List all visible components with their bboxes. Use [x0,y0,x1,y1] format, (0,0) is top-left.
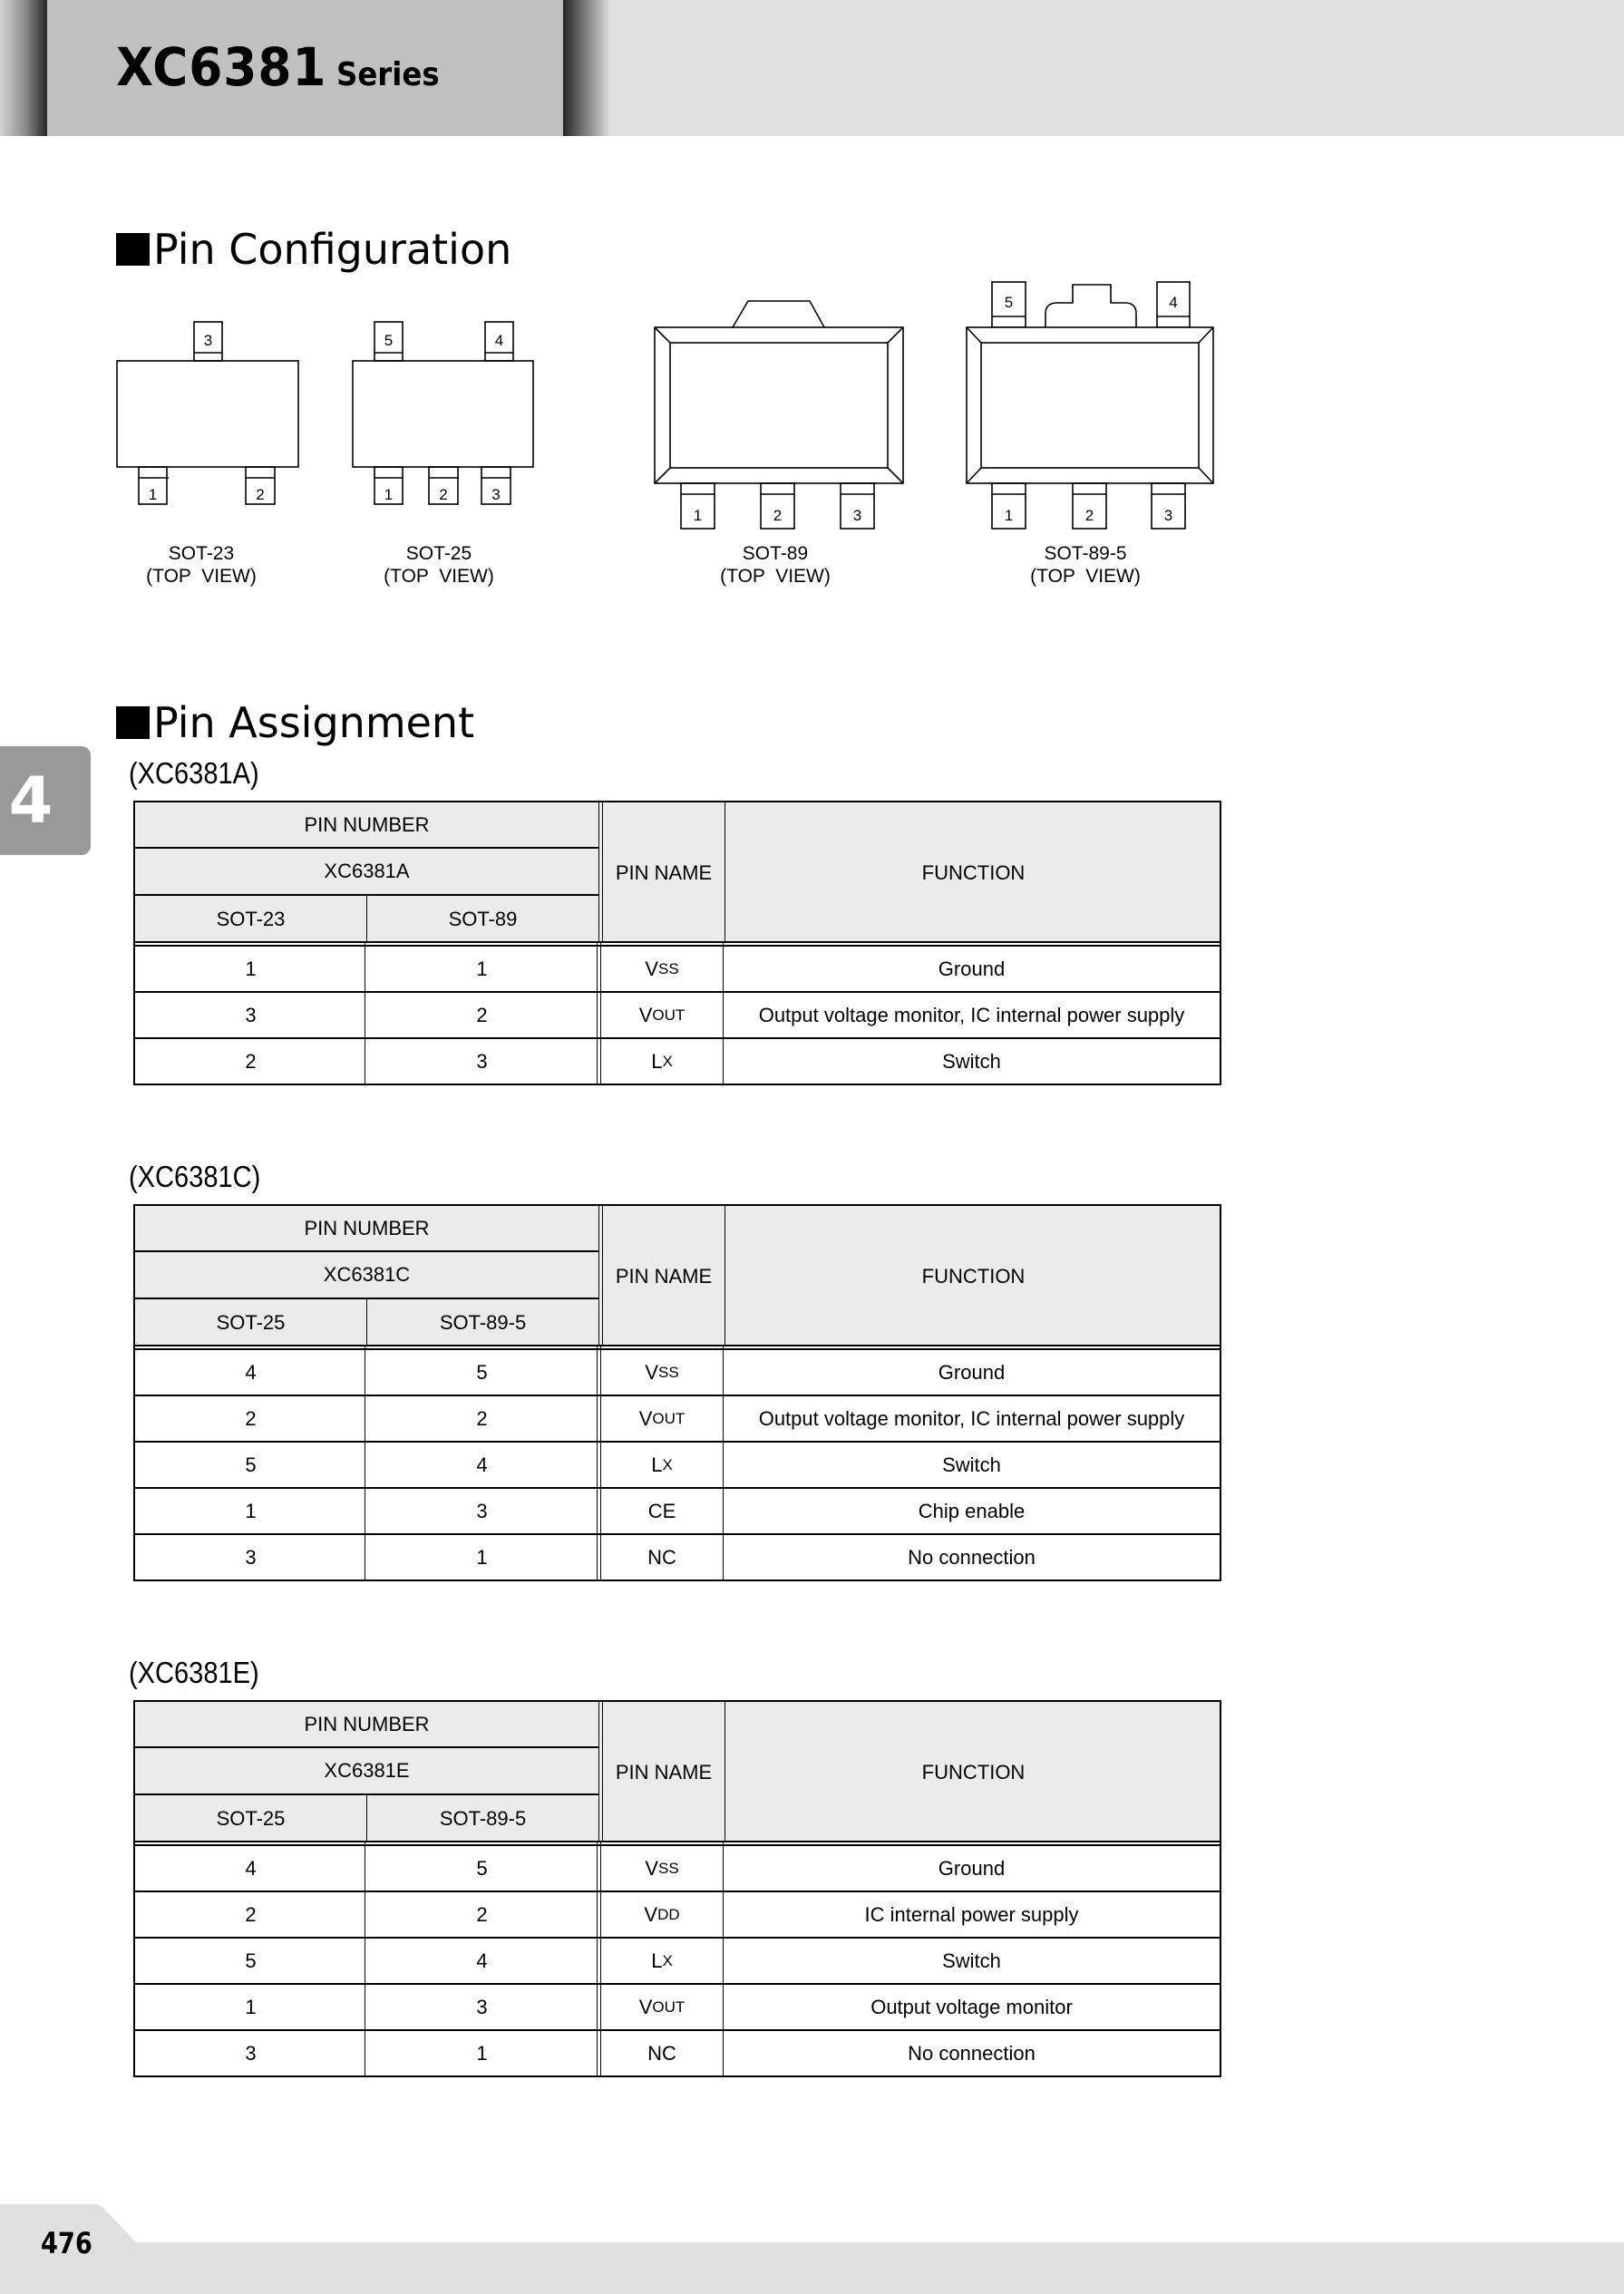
header-package-1: SOT-25 [216,1807,286,1830]
table-row: 1 1 V SS Ground [133,947,1221,993]
header-function: FUNCTION [921,1264,1026,1288]
header-pin-name: PIN NAME [615,860,713,884]
table-row: 3 1 NC No connection [133,1535,1221,1581]
header-model: XC6381C [323,1262,411,1286]
table-row: 5 4 L X Switch [133,1443,1221,1489]
pin-table-xc6381a [133,801,1221,1085]
variant-label-e: (XC6381E) [129,1656,259,1689]
svg-text:1: 1 [384,486,394,503]
caption-sot89: SOT-89 (TOP VIEW) [720,543,831,587]
svg-text:5: 5 [384,332,394,349]
table-header [133,801,1221,941]
sot25-diagram [353,322,533,504]
svg-text:1: 1 [693,507,703,524]
header-package-1: SOT-25 [216,1311,286,1334]
table-row: 5 4 L X Switch [133,1939,1221,1985]
header-pin-name: PIN NAME [615,1264,713,1288]
variant-label-c: (XC6381C) [129,1160,261,1193]
series-label: Series [336,56,440,93]
svg-text:3: 3 [491,486,501,503]
sot89-5-diagram [967,282,1213,529]
header-pin-name: PIN NAME [615,1760,713,1784]
pin-label: 2 [256,486,265,503]
svg-text:2: 2 [773,507,783,524]
header-package-2: SOT-89 [448,908,518,930]
header-package-2: SOT-89-5 [439,1311,527,1334]
sot89-diagram [655,301,903,529]
pin-label: 3 [203,332,213,349]
table-row: 4 5 V SS Ground [133,1846,1221,1892]
table-row: 3 2 V OUT Output voltage monitor, IC internal power supply [133,993,1221,1039]
svg-text:2: 2 [1084,507,1094,524]
variant-label-a: (XC6381A) [129,756,259,790]
header-pin-number: PIN NUMBER [304,1217,430,1239]
header-pin-number: PIN NUMBER [304,813,430,836]
section-pin-assignment [116,698,475,747]
svg-text:3: 3 [852,507,862,524]
svg-text:2: 2 [439,486,448,503]
product-name: XC6381 [116,36,327,98]
section-heading: Pin Configuration [153,225,512,274]
header-package-1: SOT-23 [216,908,286,930]
pin-table-xc6381e [133,1700,1221,2077]
bullet-square-icon [116,706,150,739]
package-diagrams [0,0,1624,617]
header-model: XC6381E [324,1758,410,1782]
table-header [133,1700,1221,1841]
chapter-number: 4 [8,763,53,838]
header-function: FUNCTION [921,1760,1026,1784]
table-row: 3 1 NC No connection [133,2031,1221,2077]
table-row: 1 3 CE Chip enable [133,1489,1221,1535]
pin-label: 1 [148,486,158,503]
table-row: 4 5 V SS Ground [133,1350,1221,1396]
table-row: 2 3 L X Switch [133,1039,1221,1085]
table-header [133,1204,1221,1345]
caption-sot25: SOT-25 (TOP VIEW) [384,543,494,587]
header-pin-number: PIN NUMBER [304,1713,430,1735]
svg-text:3: 3 [1163,507,1173,524]
table-row: 2 2 V DD IC internal power supply [133,1892,1221,1939]
svg-text:5: 5 [1004,294,1014,311]
caption-sot23: SOT-23 (TOP VIEW) [146,543,257,587]
section-heading: Pin Assignment [153,698,475,747]
header-package-2: SOT-89-5 [439,1807,527,1830]
header-model: XC6381A [324,859,410,882]
chapter-tab [0,746,91,855]
svg-text:1: 1 [1004,507,1014,524]
footer-bar [0,2242,1624,2294]
svg-text:4: 4 [1169,294,1178,311]
table-row: 1 3 V OUT Output voltage monitor [133,1985,1221,2031]
table-row: 2 2 V OUT Output voltage monitor, IC internal power supply [133,1396,1221,1443]
page-number: 476 [41,2226,92,2260]
pin-table-xc6381c [133,1204,1221,1581]
caption-sot89-5: SOT-89-5 (TOP VIEW) [1030,543,1141,587]
sot23-diagram [117,322,298,504]
header-function: FUNCTION [921,860,1026,884]
svg-text:4: 4 [494,332,504,349]
